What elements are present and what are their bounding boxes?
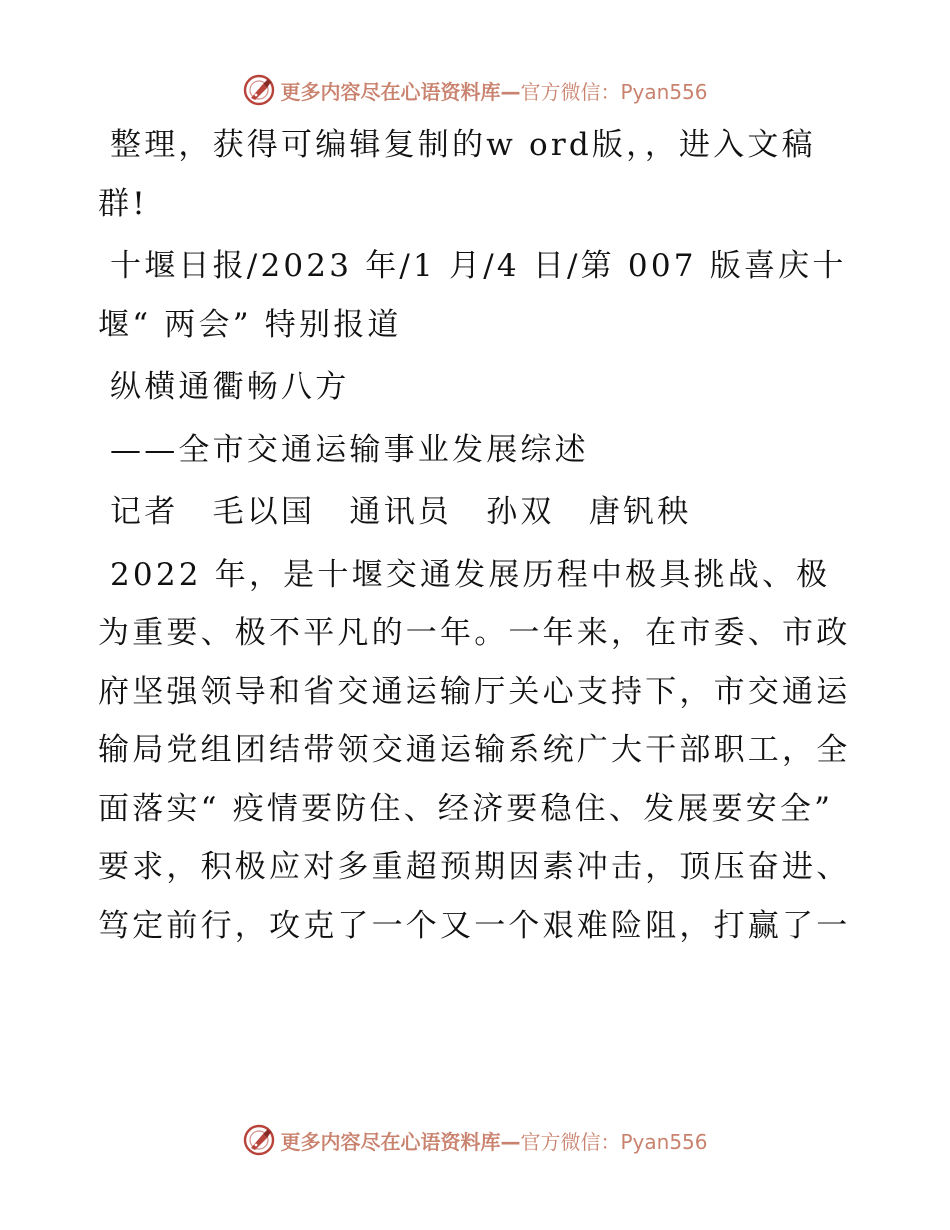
pen-nib-logo-icon [242, 73, 276, 107]
watermark-contact-label: 官方微信： [520, 1129, 621, 1154]
pen-nib-logo-icon [242, 1123, 276, 1157]
watermark-contact-id: Pyan556 [620, 1129, 708, 1154]
watermark-dash: — [500, 79, 521, 104]
paragraph-intro-note: 整理，获得可编辑复制的w ord版，，进入文稿群! [98, 127, 816, 222]
footer-watermark-banner [0, 1120, 950, 1160]
watermark-text [280, 1126, 707, 1155]
article-title: 纵横通衢畅八方 [110, 369, 350, 405]
paragraph-source-line: 十堰日报/2023 年/1 月/4 日/第 007 版喜庆十堰“ 两会” 特别报道 [98, 248, 847, 343]
watermark-slogan: 更多内容尽在心语资料库 [280, 1129, 501, 1154]
article-byline: 记者 毛以国 通讯员 孙双 唐钒秧 [110, 494, 692, 530]
header-watermark-banner [0, 70, 950, 110]
document-body [98, 116, 858, 955]
watermark-contact-id: Pyan556 [620, 79, 708, 104]
watermark-text [280, 76, 707, 105]
article-subtitle: ——全市交通运输事业发展综述 [110, 431, 589, 468]
watermark-dash: — [500, 1129, 521, 1154]
watermark-contact-label: 官方微信： [520, 79, 621, 104]
paragraph-body: 2022 年，是十堰交通发展历程中极具挑战、极为重要、极不平凡的一年。一年来，在市委、市政府坚强领导和省交通运输厅关心支持下，市交通运输局党组团结带领交通运输系统广大干部职工，全面落实“ 疫情要防住、经济要稳住、发展要安全” 要求，积极应对多重超预期因素冲击，顶压奋进、笃定前行，攻克了一个又一个艰难险阻，打赢了一 [98, 556, 851, 944]
watermark-slogan: 更多内容尽在心语资料库 [280, 79, 501, 104]
